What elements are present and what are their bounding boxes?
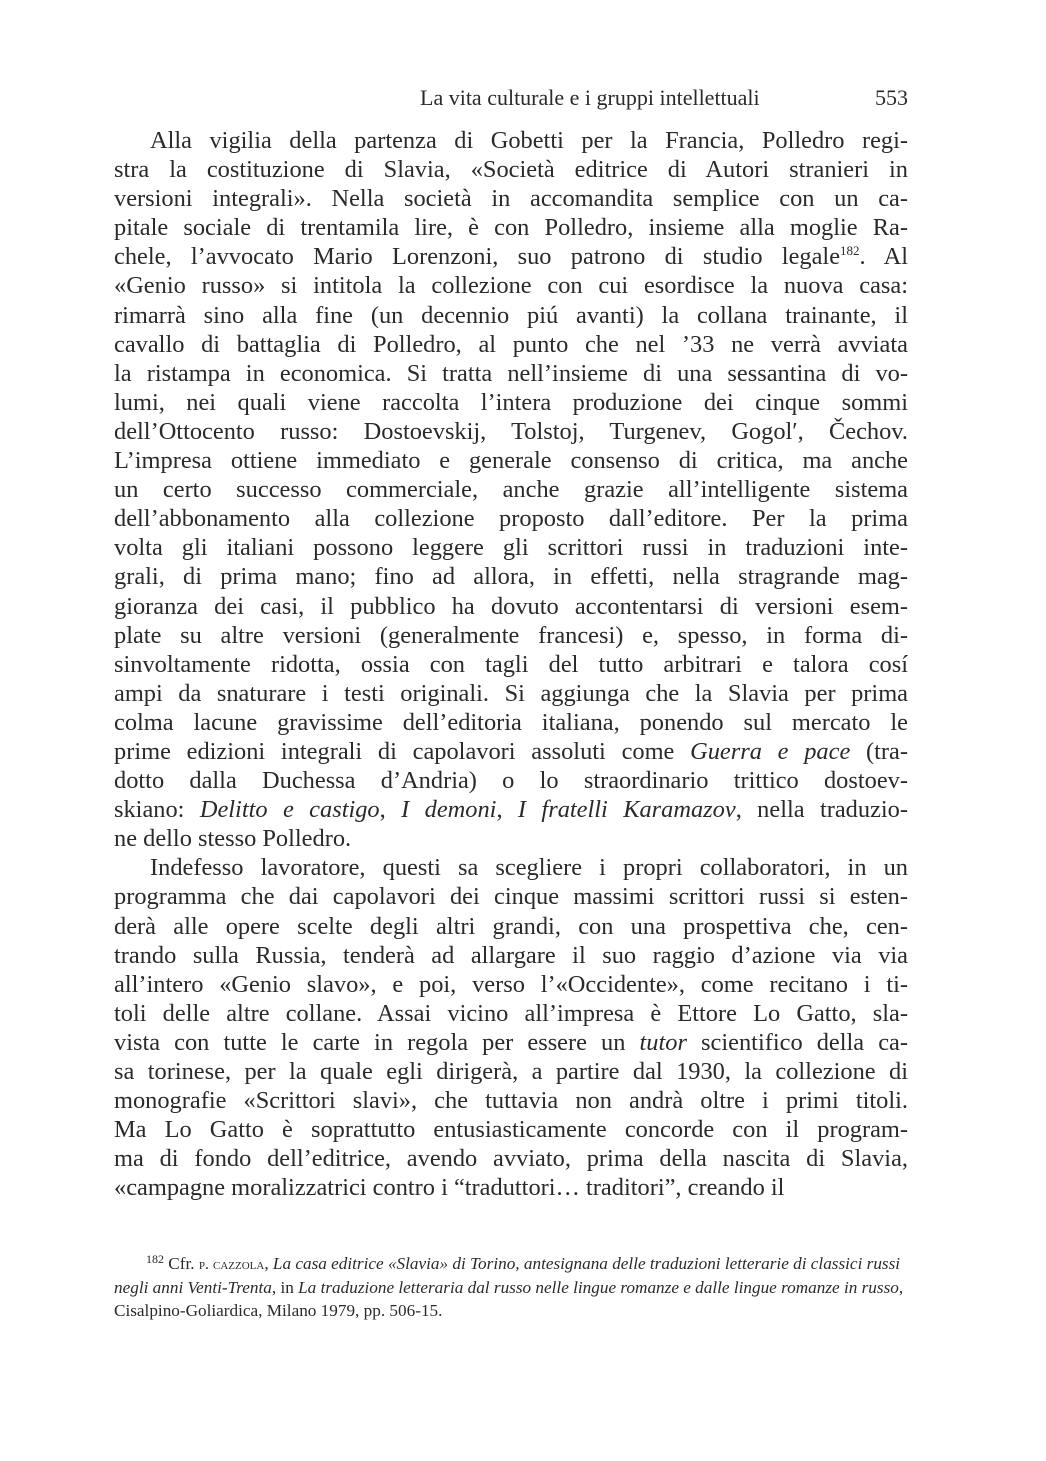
text-segment: , [379, 796, 402, 824]
text-segment: «campagne moralizzatrici contro i “traduttori… traditori”, creando il [114, 1174, 785, 1202]
footnote-separator: , [264, 1254, 273, 1273]
text-line [114, 1086, 908, 1115]
text-segment: derà alle opere scelte degli altri grandi, con una prospettiva che, cen- [114, 912, 908, 940]
text-segment: un certo successo commerciale, anche grazie all’intelligente sistema [114, 476, 908, 504]
text-line [114, 533, 908, 562]
text-segment: stra la costituzione di Slavia, «Società editrice di Autori stranieri in [114, 156, 908, 184]
italic-title: Delitto e castigo [199, 796, 380, 824]
text-segment: L’impresa ottiene immediato e generale consenso di critica, ma anche [114, 447, 908, 475]
text-segment: ne dello stesso Polledro. [114, 825, 352, 853]
text-segment: ampi da snaturare i testi originali. Si aggiunga che la Slavia per prima [114, 679, 908, 707]
footnote-separator: , in [271, 1278, 299, 1297]
text-segment: la ristampa in economica. Si tratta nell’insieme di una sessantina di vo- [114, 359, 908, 387]
text-segment: vista con tutte le carte in regola per essere un [114, 1028, 640, 1056]
footnote-author: p. cazzola [198, 1256, 265, 1273]
text-line [114, 1115, 908, 1144]
text-line [114, 824, 908, 853]
footnote-title-2: La traduzione letteraria dal russo nelle lingue romanze e dalle lingue romanze in russo [298, 1278, 899, 1297]
text-segment: cavallo di battaglia di Polledro, al punto che nel ’33 ne verrà avviata [114, 330, 908, 358]
text-line [114, 446, 908, 475]
text-line [114, 795, 908, 824]
text-segment: sinvoltamente ridotta, ossia con tagli del tutto arbitrari e talora cosí [114, 650, 908, 678]
text-line [114, 1144, 908, 1173]
text-segment: (tra- [850, 737, 908, 765]
text-line [114, 737, 908, 766]
text-line [114, 592, 908, 621]
text-segment: lumi, nei quali viene raccolta l’intera produzione dei cinque sommi [114, 388, 908, 416]
text-line [114, 562, 908, 591]
text-segment: Ma Lo Gatto è soprattutto entusiasticamente concorde con il program- [114, 1116, 908, 1144]
paragraph [114, 853, 908, 1202]
text-line [114, 417, 908, 446]
text-line [114, 301, 908, 330]
footnote [114, 1252, 908, 1322]
text-line [114, 941, 908, 970]
text-line [114, 155, 908, 184]
paragraph [114, 126, 908, 853]
text-segment: dell’Ottocento russo: Dostoevskij, Tolstoj, Turgenev, Gogol′, Čechov. [114, 417, 908, 445]
text-line [114, 213, 908, 242]
text-segment: dotto dalla Duchessa d’Andria) o lo straordinario trittico dostoev- [114, 767, 908, 795]
text-line [114, 912, 908, 941]
footnote-number: 182 [146, 1252, 164, 1266]
text-line [114, 388, 908, 417]
text-line [114, 359, 908, 388]
text-segment: Indefesso lavoratore, questi sa scegliere i propri collaboratori, in un [150, 854, 908, 882]
text-segment: all’intero «Genio slavo», e poi, verso l’«Occidente», come recitano i ti- [114, 970, 908, 998]
text-line [114, 184, 908, 213]
text-segment: plate su altre versioni (generalmente francesi) e, spesso, in forma di- [114, 621, 908, 649]
footnote-reference[interactable]: 182 [840, 243, 860, 259]
text-line [114, 1057, 908, 1086]
text-segment: «Genio russo» si intitola la collezione con cui esordisce la nuova casa: [114, 272, 908, 300]
text-line [114, 475, 908, 504]
text-segment: colma lacune gravissime dell’editoria italiana, ponendo sul mercato le [114, 708, 908, 736]
running-head-title: La vita culturale e i gruppi intellettuali [420, 85, 760, 110]
text-segment: , [496, 796, 518, 824]
text-segment: scientifico della ca- [686, 1028, 908, 1056]
text-line [114, 621, 908, 650]
text-segment: dell’abbonamento alla collezione proposto dall’editore. Per la prima [114, 505, 908, 533]
text-line [114, 999, 908, 1028]
text-segment: prime edizioni integrali di capolavori assoluti come [114, 737, 691, 765]
running-head [420, 84, 908, 112]
text-segment: programma che dai capolavori dei cinque massimi scrittori russi si esten- [114, 883, 908, 911]
footnote-title-1: La casa editrice «Slavia» di Torino, antesignana delle traduzioni letterarie di classici russi negli anni Venti-Trenta [114, 1254, 901, 1297]
text-line [114, 271, 908, 300]
text-segment: trando sulla Russia, tenderà ad allargare il suo raggio d’azione via via [114, 941, 908, 969]
text-segment: sa torinese, per la quale egli dirigerà, a partire dal 1930, la collezione di [114, 1058, 908, 1085]
text-line [114, 126, 908, 155]
text-segment: , nella traduzio- [735, 796, 908, 824]
footnote-prefix: Cfr. [164, 1254, 199, 1273]
page-number: 553 [875, 85, 908, 110]
text-line [114, 504, 908, 533]
text-line [114, 1173, 908, 1202]
text-segment: versioni integrali». Nella società in accomandita semplice con un ca- [114, 185, 908, 213]
text-segment: monografie «Scrittori slavi», che tuttavia non andrà oltre i primi titoli. [114, 1087, 908, 1115]
italic-title: I fratelli Karamazov [517, 796, 736, 824]
body-text [114, 126, 908, 1202]
text-line [114, 708, 908, 737]
italic-title: I demoni [401, 796, 497, 824]
text-segment: skiano: [114, 796, 200, 824]
text-segment: toli delle altre collane. Assai vicino all’impresa è Ettore Lo Gatto, sla- [114, 999, 908, 1027]
text-line [114, 1028, 908, 1057]
footnote-publication: , Cisalpino-Goliardica, Milano 1979, pp. 506-15. [114, 1278, 904, 1320]
italic-title: Guerra e pace [690, 737, 851, 765]
text-segment: rimarrà sino alla fine (un decennio piú avanti) la collana trainante, il [114, 301, 908, 329]
text-segment: grali, di prima mano; fino ad allora, in effetti, nella stragrande mag- [114, 563, 908, 591]
text-segment: pitale sociale di trentamila lire, è con Polledro, insieme alla moglie Ra- [114, 214, 908, 242]
text-segment: volta gli italiani possono leggere gli scrittori russi in traduzioni inte- [114, 534, 908, 562]
text-line [114, 970, 908, 999]
text-line [114, 766, 908, 795]
text-line [114, 650, 908, 679]
text-line [114, 882, 908, 911]
text-segment: chele, l’avvocato Mario Lorenzoni, suo patrono di studio legale [114, 243, 841, 271]
text-line [114, 853, 908, 882]
text-line [114, 330, 908, 359]
text-segment: Alla vigilia della partenza di Gobetti per la Francia, Polledro regi- [150, 127, 908, 154]
italic-title: tutor [639, 1028, 687, 1056]
text-segment: gioranza dei casi, il pubblico ha dovuto accontentarsi di versioni esem- [114, 592, 908, 620]
text-segment: ma di fondo dell’editrice, avendo avviato, prima della nascita di Slavia, [114, 1145, 908, 1173]
text-segment: . Al [859, 243, 908, 271]
text-line [114, 679, 908, 708]
text-line [114, 242, 908, 271]
